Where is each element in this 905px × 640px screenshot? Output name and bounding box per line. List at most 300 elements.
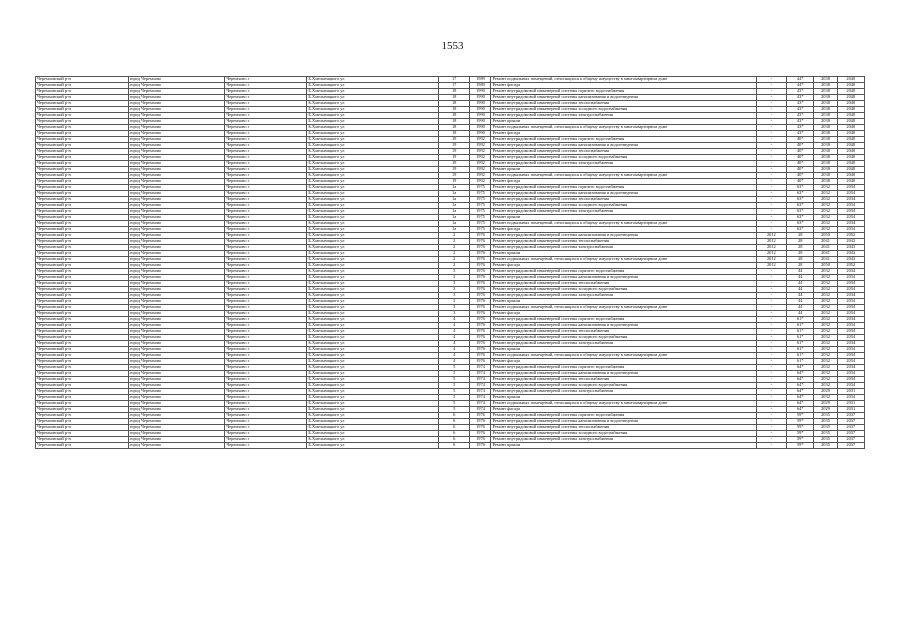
work-type-cell: Ремонт внутридомовой инженерной системы горячего водоснабжения: [491, 185, 756, 191]
start-year-cell: 2032: [814, 347, 837, 353]
last-repair-year-cell: 2012: [756, 245, 787, 251]
end-year-cell: 2034: [837, 305, 864, 311]
house-number-cell: 3: [438, 293, 470, 299]
locality-cell: Черемхово г: [225, 431, 307, 437]
municipality-cell: город Черемхово: [128, 251, 225, 257]
wear-percent-cell: 63*: [787, 203, 814, 209]
district-cell: Черемховский р-н: [36, 389, 129, 395]
end-year-cell: 2040: [837, 143, 864, 149]
municipality-cell: город Черемхово: [128, 233, 225, 239]
work-type-cell: Ремонт внутридомовой инженерной системы электроснабжения: [491, 113, 756, 119]
district-cell: Черемховский р-н: [36, 203, 129, 209]
street-cell: Б.Хмельницкого ул: [307, 413, 439, 419]
build-year-cell: 1976: [470, 263, 491, 269]
wear-percent-cell: 40*: [787, 137, 814, 143]
build-year-cell: 1976: [470, 269, 491, 275]
street-cell: Б.Хмельницкого ул: [307, 383, 439, 389]
locality-cell: Черемхово г: [225, 173, 307, 179]
wear-percent-cell: 63*: [787, 197, 814, 203]
street-cell: Б.Хмельницкого ул: [307, 335, 439, 341]
district-cell: Черемховский р-н: [36, 359, 129, 365]
last-repair-year-cell: -: [756, 281, 787, 287]
last-repair-year-cell: -: [756, 419, 787, 425]
district-cell: Черемховский р-н: [36, 161, 129, 167]
end-year-cell: 2040: [837, 95, 864, 101]
start-year-cell: 2041: [814, 239, 837, 245]
municipality-cell: город Черемхово: [128, 107, 225, 113]
end-year-cell: 2040: [837, 77, 864, 83]
district-cell: Черемховский р-н: [36, 431, 129, 437]
house-number-cell: 4: [438, 353, 470, 359]
street-cell: Б.Хмельницкого ул: [307, 401, 439, 407]
last-repair-year-cell: -: [756, 305, 787, 311]
start-year-cell: 2032: [814, 395, 837, 401]
municipality-cell: город Черемхово: [128, 341, 225, 347]
house-number-cell: 3: [438, 299, 470, 305]
wear-percent-cell: 44: [787, 293, 814, 299]
work-type-cell: Ремонт крыши: [491, 215, 756, 221]
street-cell: Б.Хмельницкого ул: [307, 341, 439, 347]
house-number-cell: 18: [438, 101, 470, 107]
house-number-cell: 4: [438, 323, 470, 329]
last-repair-year-cell: -: [756, 335, 787, 341]
last-repair-year-cell: -: [756, 155, 787, 161]
work-type-cell: Ремонт крыши: [491, 347, 756, 353]
locality-cell: Черемхово г: [225, 245, 307, 251]
street-cell: Б.Хмельницкого ул: [307, 245, 439, 251]
build-year-cell: 1976: [470, 293, 491, 299]
last-repair-year-cell: 2012: [756, 233, 787, 239]
last-repair-year-cell: -: [756, 431, 787, 437]
last-repair-year-cell: -: [756, 275, 787, 281]
district-cell: Черемховский р-н: [36, 425, 129, 431]
municipality-cell: город Черемхово: [128, 353, 225, 359]
last-repair-year-cell: -: [756, 311, 787, 317]
start-year-cell: 2032: [814, 335, 837, 341]
last-repair-year-cell: 2012: [756, 251, 787, 257]
wear-percent-cell: 40*: [787, 143, 814, 149]
house-number-cell: 5: [438, 407, 470, 413]
work-type-cell: Ремонт внутридомовой инженерной системы электроснабжения: [491, 437, 756, 443]
wear-percent-cell: 44: [787, 269, 814, 275]
end-year-cell: 2034: [837, 359, 864, 365]
locality-cell: Черемхово г: [225, 407, 307, 413]
street-cell: Б.Хмельницкого ул: [307, 299, 439, 305]
end-year-cell: 2034: [837, 281, 864, 287]
house-number-cell: 3: [438, 287, 470, 293]
district-cell: Черемховский р-н: [36, 221, 129, 227]
house-number-cell: 19: [438, 143, 470, 149]
start-year-cell: 2038: [814, 155, 837, 161]
start-year-cell: 2032: [814, 227, 837, 233]
end-year-cell: 2040: [837, 173, 864, 179]
start-year-cell: 2032: [814, 377, 837, 383]
locality-cell: Черемхово г: [225, 185, 307, 191]
locality-cell: Черемхово г: [225, 179, 307, 185]
municipality-cell: город Черемхово: [128, 119, 225, 125]
build-year-cell: 1974: [470, 383, 491, 389]
street-cell: Б.Хмельницкого ул: [307, 257, 439, 263]
end-year-cell: 2040: [837, 131, 864, 137]
last-repair-year-cell: -: [756, 119, 787, 125]
start-year-cell: 2032: [814, 329, 837, 335]
district-cell: Черемховский р-н: [36, 353, 129, 359]
district-cell: Черемховский р-н: [36, 263, 129, 269]
street-cell: Б.Хмельницкого ул: [307, 155, 439, 161]
work-type-cell: Ремонт внутридомовой инженерной системы горячего водоснабжения: [491, 413, 756, 419]
wear-percent-cell: 59*: [787, 425, 814, 431]
locality-cell: Черемхово г: [225, 287, 307, 293]
house-number-cell: 6: [438, 431, 470, 437]
district-cell: Черемховский р-н: [36, 383, 129, 389]
locality-cell: Черемхово г: [225, 155, 307, 161]
end-year-cell: 2037: [837, 425, 864, 431]
locality-cell: Черемхово г: [225, 77, 307, 83]
work-type-cell: Ремонт внутридомовой инженерной системы холодного водоснабжения: [491, 431, 756, 437]
locality-cell: Черемхово г: [225, 275, 307, 281]
wear-percent-cell: 64*: [787, 377, 814, 383]
start-year-cell: 2032: [814, 185, 837, 191]
locality-cell: Черемхово г: [225, 299, 307, 305]
build-year-cell: 1992: [470, 161, 491, 167]
locality-cell: Черемхово г: [225, 119, 307, 125]
start-year-cell: 2032: [814, 275, 837, 281]
work-type-cell: Ремонт внутридомовой инженерной системы горячего водоснабжения: [491, 137, 756, 143]
start-year-cell: 2032: [814, 203, 837, 209]
wear-percent-cell: 43*: [787, 107, 814, 113]
municipality-cell: город Черемхово: [128, 155, 225, 161]
build-year-cell: 1990: [470, 119, 491, 125]
build-year-cell: 1976: [470, 437, 491, 443]
last-repair-year-cell: -: [756, 341, 787, 347]
municipality-cell: город Черемхово: [128, 83, 225, 89]
district-cell: Черемховский р-н: [36, 209, 129, 215]
end-year-cell: 2034: [837, 335, 864, 341]
start-year-cell: 2029: [814, 401, 837, 407]
street-cell: Б.Хмельницкого ул: [307, 365, 439, 371]
start-year-cell: 2032: [814, 317, 837, 323]
last-repair-year-cell: -: [756, 377, 787, 383]
house-number-cell: 3: [438, 275, 470, 281]
municipality-cell: город Черемхово: [128, 221, 225, 227]
work-type-cell: Ремонт подвальных помещений, относящихся к общему имуществу в многоквартирном доме: [491, 221, 756, 227]
start-year-cell: 2038: [814, 143, 837, 149]
locality-cell: Черемхово г: [225, 239, 307, 245]
build-year-cell: 1976: [470, 323, 491, 329]
work-type-cell: Ремонт крыши: [491, 167, 756, 173]
municipality-cell: город Черемхово: [128, 419, 225, 425]
work-type-cell: Ремонт внутридомовой инженерной системы теплоснабжения: [491, 425, 756, 431]
street-cell: Б.Хмельницкого ул: [307, 269, 439, 275]
build-year-cell: 1976: [470, 233, 491, 239]
work-type-cell: Ремонт внутридомовой инженерной системы теплоснабжения: [491, 101, 756, 107]
municipality-cell: город Черемхово: [128, 377, 225, 383]
work-type-cell: Ремонт внутридомовой инженерной системы канализования и водоотведения: [491, 233, 756, 239]
last-repair-year-cell: -: [756, 137, 787, 143]
district-cell: Черемховский р-н: [36, 101, 129, 107]
wear-percent-cell: 64*: [787, 395, 814, 401]
house-number-cell: 18: [438, 113, 470, 119]
district-cell: Черемховский р-н: [36, 143, 129, 149]
build-year-cell: 1974: [470, 365, 491, 371]
build-year-cell: 1976: [470, 299, 491, 305]
start-year-cell: 2032: [814, 353, 837, 359]
locality-cell: Черемхово г: [225, 365, 307, 371]
municipality-cell: город Черемхово: [128, 287, 225, 293]
end-year-cell: 2043: [837, 251, 864, 257]
municipality-cell: город Черемхово: [128, 179, 225, 185]
street-cell: Б.Хмельницкого ул: [307, 377, 439, 383]
locality-cell: Черемхово г: [225, 89, 307, 95]
end-year-cell: 2034: [837, 383, 864, 389]
wear-percent-cell: 44: [787, 287, 814, 293]
work-type-cell: Ремонт внутридомовой инженерной системы электроснабжения: [491, 341, 756, 347]
wear-percent-cell: 63*: [787, 227, 814, 233]
wear-percent-cell: 61*: [787, 347, 814, 353]
wear-percent-cell: 40*: [787, 173, 814, 179]
wear-percent-cell: 43*: [787, 101, 814, 107]
locality-cell: Черемхово г: [225, 263, 307, 269]
municipality-cell: город Черемхово: [128, 101, 225, 107]
house-number-cell: 3: [438, 269, 470, 275]
locality-cell: Черемхово г: [225, 149, 307, 155]
district-cell: Черемховский р-н: [36, 83, 129, 89]
end-year-cell: 2031: [837, 407, 864, 413]
last-repair-year-cell: -: [756, 173, 787, 179]
start-year-cell: 2050: [814, 233, 837, 239]
district-cell: Черемховский р-н: [36, 317, 129, 323]
street-cell: Б.Хмельницкого ул: [307, 419, 439, 425]
start-year-cell: 2035: [814, 425, 837, 431]
municipality-cell: город Черемхово: [128, 389, 225, 395]
district-cell: Черемховский р-н: [36, 167, 129, 173]
wear-percent-cell: 61*: [787, 353, 814, 359]
house-number-cell: 18: [438, 131, 470, 137]
locality-cell: Черемхово г: [225, 191, 307, 197]
work-type-cell: Ремонт фасада: [491, 407, 756, 413]
end-year-cell: 2040: [837, 179, 864, 185]
work-type-cell: Ремонт фасада: [491, 131, 756, 137]
start-year-cell: 2032: [814, 197, 837, 203]
locality-cell: Черемхово г: [225, 143, 307, 149]
municipality-cell: город Черемхово: [128, 203, 225, 209]
municipality-cell: город Черемхово: [128, 269, 225, 275]
wear-percent-cell: 44: [787, 275, 814, 281]
work-type-cell: Ремонт внутридомовой инженерной системы горячего водоснабжения: [491, 269, 756, 275]
end-year-cell: 2034: [837, 203, 864, 209]
end-year-cell: 2034: [837, 341, 864, 347]
wear-percent-cell: 40*: [787, 179, 814, 185]
last-repair-year-cell: -: [756, 317, 787, 323]
municipality-cell: город Черемхово: [128, 149, 225, 155]
house-number-cell: 18: [438, 89, 470, 95]
last-repair-year-cell: -: [756, 125, 787, 131]
street-cell: Б.Хмельницкого ул: [307, 167, 439, 173]
municipality-cell: город Черемхово: [128, 305, 225, 311]
start-year-cell: 2038: [814, 179, 837, 185]
locality-cell: Черемхово г: [225, 257, 307, 263]
last-repair-year-cell: -: [756, 407, 787, 413]
street-cell: Б.Хмельницкого ул: [307, 293, 439, 299]
house-number-cell: 2: [438, 257, 470, 263]
street-cell: Б.Хмельницкого ул: [307, 221, 439, 227]
last-repair-year-cell: -: [756, 143, 787, 149]
district-cell: Черемховский р-н: [36, 149, 129, 155]
start-year-cell: 2032: [814, 341, 837, 347]
wear-percent-cell: 61*: [787, 359, 814, 365]
street-cell: Б.Хмельницкого ул: [307, 431, 439, 437]
build-year-cell: 1992: [470, 179, 491, 185]
build-year-cell: 1976: [470, 413, 491, 419]
wear-percent-cell: 40*: [787, 149, 814, 155]
locality-cell: Черемхово г: [225, 419, 307, 425]
street-cell: Б.Хмельницкого ул: [307, 317, 439, 323]
work-type-cell: Ремонт внутридомовой инженерной системы электроснабжения: [491, 245, 756, 251]
start-year-cell: 2038: [814, 113, 837, 119]
work-type-cell: Ремонт внутридомовой инженерной системы канализования и водоотведения: [491, 371, 756, 377]
district-cell: Черемховский р-н: [36, 191, 129, 197]
start-year-cell: 2029: [814, 389, 837, 395]
street-cell: Б.Хмельницкого ул: [307, 185, 439, 191]
build-year-cell: 1976: [470, 281, 491, 287]
start-year-cell: 2038: [814, 89, 837, 95]
house-number-cell: 5: [438, 371, 470, 377]
district-cell: Черемховский р-н: [36, 125, 129, 131]
build-year-cell: 1990: [470, 89, 491, 95]
district-cell: Черемховский р-н: [36, 239, 129, 245]
house-number-cell: 18: [438, 119, 470, 125]
locality-cell: Черемхово г: [225, 281, 307, 287]
district-cell: Черемховский р-н: [36, 407, 129, 413]
house-number-cell: 1а: [438, 209, 470, 215]
street-cell: Б.Хмельницкого ул: [307, 353, 439, 359]
wear-percent-cell: 61*: [787, 317, 814, 323]
street-cell: Б.Хмельницкого ул: [307, 119, 439, 125]
locality-cell: Черемхово г: [225, 137, 307, 143]
build-year-cell: 1989: [470, 83, 491, 89]
start-year-cell: 2032: [814, 323, 837, 329]
last-repair-year-cell: -: [756, 131, 787, 137]
end-year-cell: 2034: [837, 293, 864, 299]
end-year-cell: 2034: [837, 329, 864, 335]
last-repair-year-cell: -: [756, 347, 787, 353]
start-year-cell: 2038: [814, 167, 837, 173]
municipality-cell: город Черемхово: [128, 437, 225, 443]
street-cell: Б.Хмельницкого ул: [307, 89, 439, 95]
locality-cell: Черемхово г: [225, 113, 307, 119]
house-number-cell: 1а: [438, 185, 470, 191]
wear-percent-cell: 44: [787, 305, 814, 311]
last-repair-year-cell: -: [756, 287, 787, 293]
build-year-cell: 1990: [470, 95, 491, 101]
street-cell: Б.Хмельницкого ул: [307, 161, 439, 167]
work-type-cell: Ремонт внутридомовой инженерной системы электроснабжения: [491, 209, 756, 215]
municipality-cell: город Черемхово: [128, 299, 225, 305]
wear-percent-cell: 43*: [787, 131, 814, 137]
locality-cell: Черемхово г: [225, 437, 307, 443]
municipality-cell: город Черемхово: [128, 263, 225, 269]
build-year-cell: 1975: [470, 197, 491, 203]
repair-schedule-table: [35, 76, 865, 449]
work-type-cell: Ремонт внутридомовой инженерной системы теплоснабжения: [491, 239, 756, 245]
wear-percent-cell: 43*: [787, 89, 814, 95]
locality-cell: Черемхово г: [225, 209, 307, 215]
street-cell: Б.Хмельницкого ул: [307, 143, 439, 149]
house-number-cell: 19: [438, 155, 470, 161]
house-number-cell: 18: [438, 125, 470, 131]
wear-percent-cell: 43*: [787, 95, 814, 101]
wear-percent-cell: 43*: [787, 113, 814, 119]
district-cell: Черемховский р-н: [36, 287, 129, 293]
start-year-cell: 2032: [814, 215, 837, 221]
district-cell: Черемховский р-н: [36, 419, 129, 425]
locality-cell: Черемхово г: [225, 221, 307, 227]
work-type-cell: Ремонт фасада: [491, 179, 756, 185]
district-cell: Черемховский р-н: [36, 311, 129, 317]
end-year-cell: 2040: [837, 119, 864, 125]
work-type-cell: Ремонт внутридомовой инженерной системы холодного водоснабжения: [491, 335, 756, 341]
locality-cell: Черемхово г: [225, 341, 307, 347]
street-cell: Б.Хмельницкого ул: [307, 203, 439, 209]
house-number-cell: 5: [438, 365, 470, 371]
build-year-cell: 1990: [470, 125, 491, 131]
house-number-cell: 6: [438, 437, 470, 443]
build-year-cell: 1990: [470, 107, 491, 113]
build-year-cell: 1976: [470, 329, 491, 335]
end-year-cell: 2034: [837, 377, 864, 383]
wear-percent-cell: 44*: [787, 77, 814, 83]
wear-percent-cell: 63*: [787, 221, 814, 227]
street-cell: Б.Хмельницкого ул: [307, 179, 439, 185]
locality-cell: Черемхово г: [225, 413, 307, 419]
work-type-cell: Ремонт внутридомовой инженерной системы канализования и водоотведения: [491, 95, 756, 101]
build-year-cell: 1992: [470, 149, 491, 155]
work-type-cell: Ремонт фасада: [491, 311, 756, 317]
wear-percent-cell: 28: [787, 257, 814, 263]
end-year-cell: 2034: [837, 323, 864, 329]
locality-cell: Черемхово г: [225, 203, 307, 209]
work-type-cell: Ремонт фасада: [491, 83, 756, 89]
locality-cell: Черемхово г: [225, 95, 307, 101]
district-cell: Черемховский р-н: [36, 323, 129, 329]
street-cell: Б.Хмельницкого ул: [307, 287, 439, 293]
house-number-cell: 4: [438, 341, 470, 347]
build-year-cell: 1976: [470, 245, 491, 251]
end-year-cell: 2034: [837, 221, 864, 227]
locality-cell: Черемхово г: [225, 197, 307, 203]
street-cell: Б.Хмельницкого ул: [307, 125, 439, 131]
wear-percent-cell: 59*: [787, 419, 814, 425]
build-year-cell: 1976: [470, 251, 491, 257]
district-cell: Черемховский р-н: [36, 281, 129, 287]
start-year-cell: 2032: [814, 281, 837, 287]
last-repair-year-cell: -: [756, 401, 787, 407]
last-repair-year-cell: 2012: [756, 257, 787, 263]
work-type-cell: Ремонт подвальных помещений, относящихся к общему имуществу в многоквартирном доме: [491, 125, 756, 131]
last-repair-year-cell: -: [756, 329, 787, 335]
end-year-cell: 2034: [837, 191, 864, 197]
street-cell: Б.Хмельницкого ул: [307, 101, 439, 107]
house-number-cell: 18: [438, 95, 470, 101]
start-year-cell: 2032: [814, 209, 837, 215]
house-number-cell: 19: [438, 173, 470, 179]
work-type-cell: Ремонт крыши: [491, 251, 756, 257]
end-year-cell: 2031: [837, 389, 864, 395]
end-year-cell: 2037: [837, 419, 864, 425]
district-cell: Черемховский р-н: [36, 251, 129, 257]
start-year-cell: 2038: [814, 161, 837, 167]
end-year-cell: 2034: [837, 275, 864, 281]
